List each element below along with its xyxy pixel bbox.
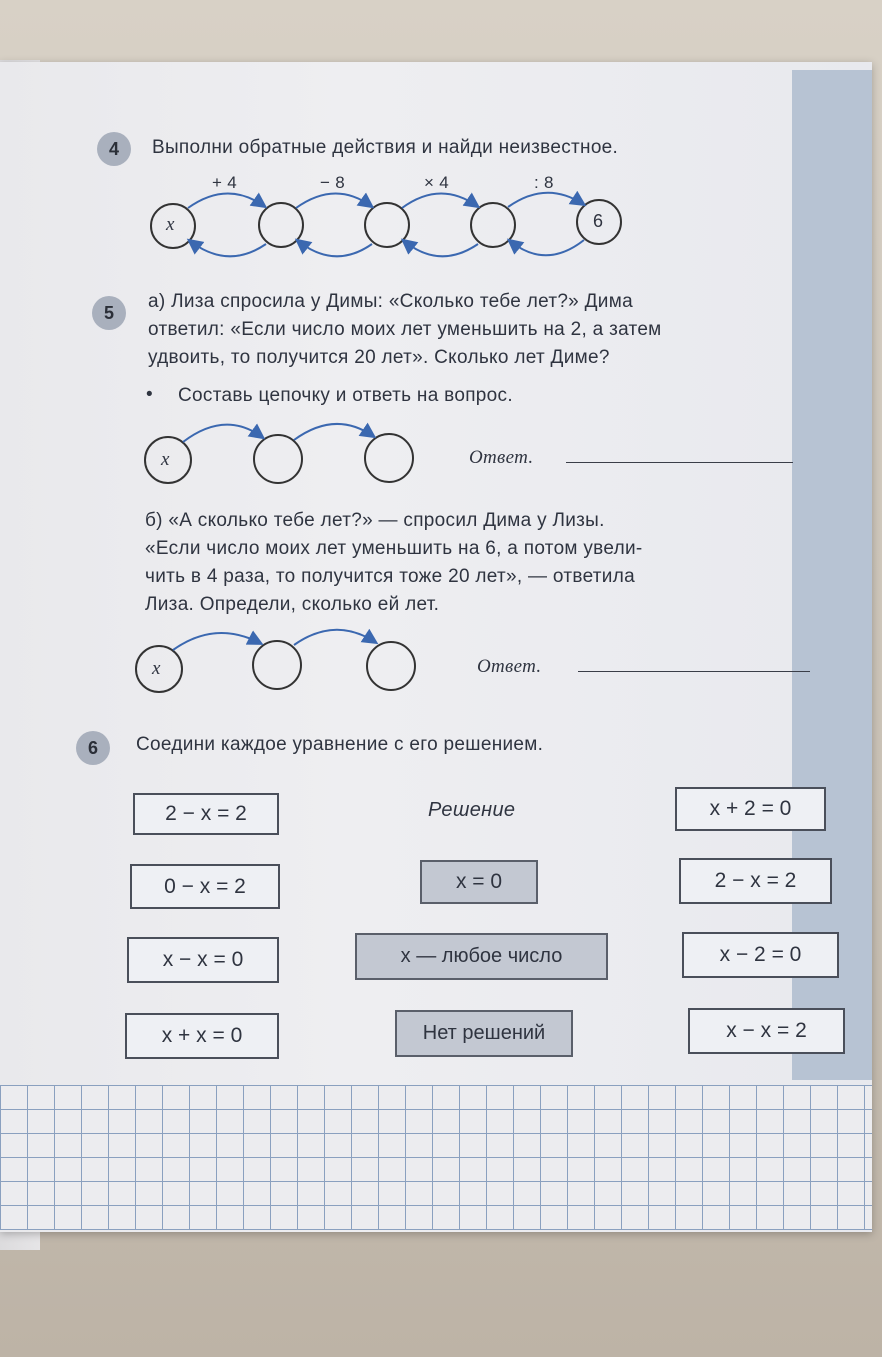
- chain-end-label: 6: [593, 211, 604, 231]
- task-5b-answer-label: Ответ.: [477, 656, 542, 677]
- equation-left-2[interactable]: 0 − x = 2: [130, 864, 280, 909]
- task-5a-chain-x: x: [161, 449, 170, 470]
- solution-any-number[interactable]: x — любое число: [355, 933, 608, 980]
- equation-left-4[interactable]: x + x = 0: [125, 1013, 279, 1059]
- solution-title: Решение: [428, 799, 516, 821]
- equation-right-2[interactable]: 2 − x = 2: [679, 858, 832, 904]
- equation-left-3[interactable]: x − x = 0: [127, 937, 279, 983]
- task-5a-bullet: Составь цепочку и ответь на вопрос.: [178, 385, 513, 406]
- solution-x-zero[interactable]: x = 0: [420, 860, 538, 904]
- task-5a-answer-line[interactable]: [566, 462, 793, 463]
- solution-no-solutions[interactable]: Нет решений: [395, 1010, 573, 1057]
- task-5a-line-2: ответил: «Если число моих лет уменьшить на 2, а затем: [148, 319, 662, 340]
- task-5b-answer-line[interactable]: [578, 671, 810, 672]
- op-label-1: + 4: [212, 173, 238, 192]
- op-label-2: − 8: [320, 173, 346, 192]
- task-6-text: Соедини каждое уравнение с его решением.: [136, 734, 544, 755]
- equation-right-4[interactable]: x − x = 2: [688, 1008, 845, 1054]
- task-5a-bullet-dot: •: [146, 384, 153, 405]
- equation-left-1[interactable]: 2 − x = 2: [133, 793, 279, 835]
- task-5-number: 5: [92, 296, 126, 330]
- task-5b-line-1: б) «А сколько тебе лет?» — спросил Дима у Лизы.: [145, 510, 605, 531]
- task-5b-line-3: чить в 4 раза, то получится тоже 20 лет», — ответила: [145, 566, 635, 587]
- squared-grid-area: [0, 1085, 872, 1230]
- task-5a-line-3: удвоить, то получится 20 лет». Сколько лет Диме?: [148, 347, 610, 368]
- chain-x-label: x: [166, 214, 175, 235]
- task-5a-line-1: а) Лиза спросила у Димы: «Сколько тебе лет?» Дима: [148, 291, 633, 312]
- equation-right-3[interactable]: x − 2 = 0: [682, 932, 839, 978]
- task-4-number: 4: [97, 132, 131, 166]
- op-label-3: × 4: [424, 173, 450, 192]
- op-label-4: : 8: [534, 173, 554, 192]
- task-5b-chain-x: x: [152, 658, 161, 679]
- task-4-text: Выполни обратные действия и найди неизвестное.: [152, 137, 619, 158]
- task-6-number: 6: [76, 731, 110, 765]
- task-5b-line-4: Лиза. Определи, сколько ей лет.: [145, 594, 440, 615]
- task-5a-answer-label: Ответ.: [469, 447, 534, 468]
- task-5b-line-2: «Если число моих лет уменьшить на 6, а потом увели-: [145, 538, 643, 559]
- equation-right-1[interactable]: x + 2 = 0: [675, 787, 826, 831]
